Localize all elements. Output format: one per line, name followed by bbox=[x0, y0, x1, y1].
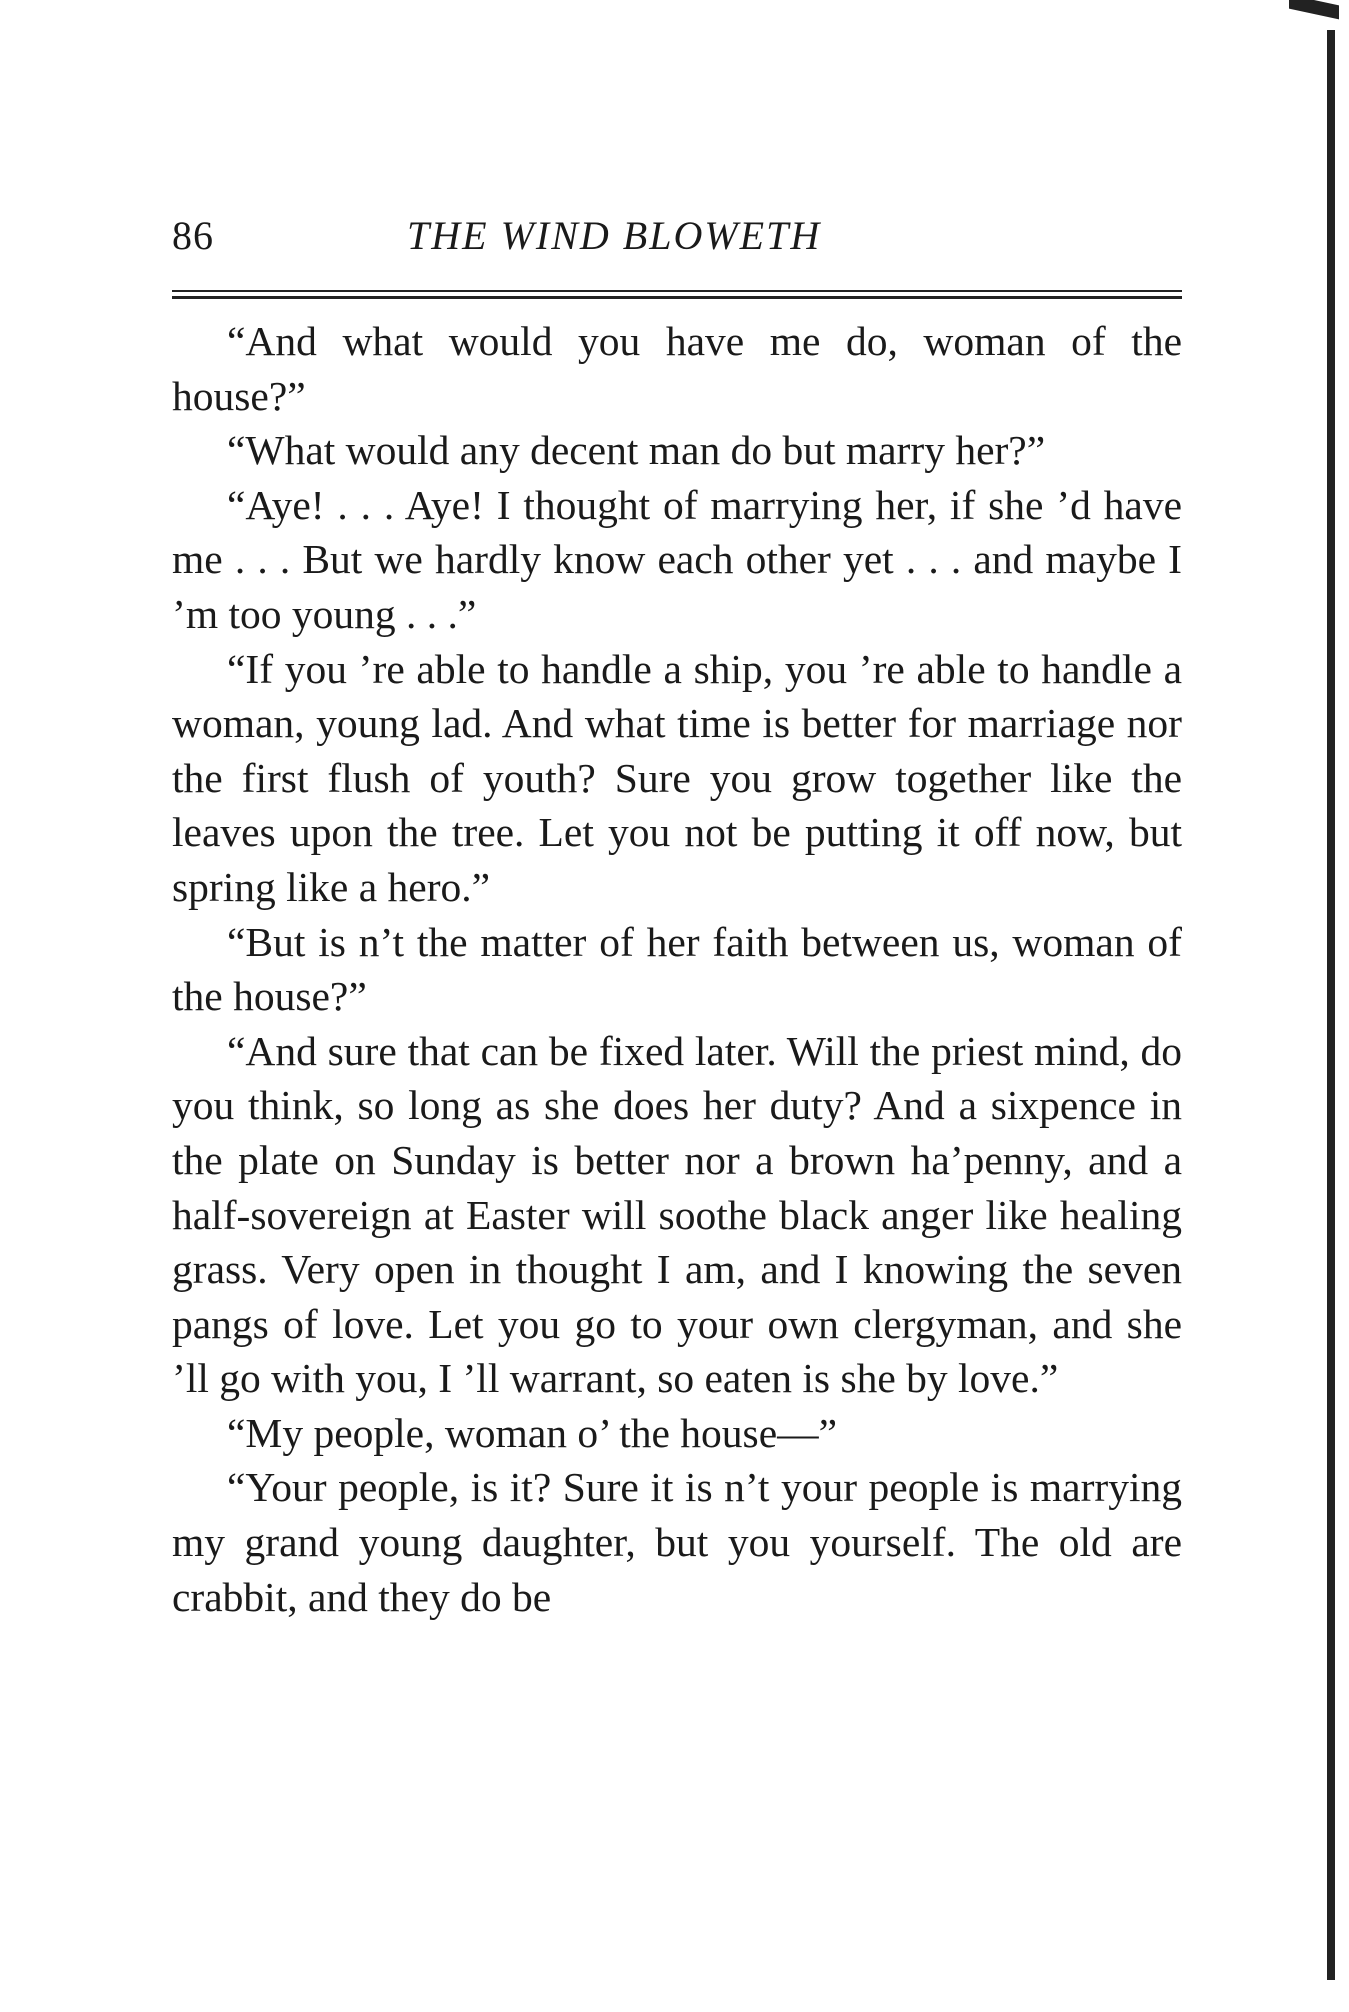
body-text bbox=[172, 314, 1182, 1624]
header-rule bbox=[172, 290, 1182, 300]
header-rule-thick bbox=[172, 296, 1182, 299]
paragraph: “And sure that can be fixed later. Will the priest mind, do you think, so long as she does her duty? And a sixpence in the plate on Sunday is better nor a brown ha’penny, and a half-sovereign at Easter will soothe black anger like healing grass. Very open in thought I am, and I knowing the seven pangs of love. Let you go to your own clergyman, and she ’ll go with you, I ’ll warrant, so eaten is she by love.” bbox=[172, 1027, 1182, 1402]
page-header bbox=[172, 212, 1182, 272]
running-title: THE WIND BLOWETH bbox=[407, 213, 822, 258]
page-number: 86 bbox=[172, 213, 214, 258]
paragraph: “My people, woman o’ the house—” bbox=[227, 1409, 838, 1456]
page-edge-shadow bbox=[1309, 0, 1349, 2012]
paragraph: “If you ’re able to handle a ship, you ’re able to handle a woman, young lad. And what time is better for marriage nor the first flush of youth? Sure you grow together like the leaves upon the tree. Let you not be putting it off now, but spring like a hero.” bbox=[172, 645, 1182, 910]
page-edge-bar bbox=[1327, 30, 1335, 1980]
paragraph: “Aye! . . . Aye! I thought of marrying her, if she ’d have me . . . But we hardly know each other yet . . . and maybe I ’m too young . . .” bbox=[172, 481, 1182, 637]
header-rule-thin bbox=[172, 290, 1182, 292]
paragraph: “What would any decent man do but marry her?” bbox=[227, 427, 1046, 474]
paragraph: “Your people, is it? Sure it is n’t your people is marrying my grand young daughter, but you yourself. The old are crabbit, and they do be bbox=[172, 1464, 1182, 1620]
paragraph: “But is n’t the matter of her faith between us, woman of the house?” bbox=[172, 918, 1182, 1020]
page-edge-cap bbox=[1289, 0, 1339, 19]
paragraph: “And what would you have me do, woman of the house?” bbox=[172, 318, 1182, 419]
